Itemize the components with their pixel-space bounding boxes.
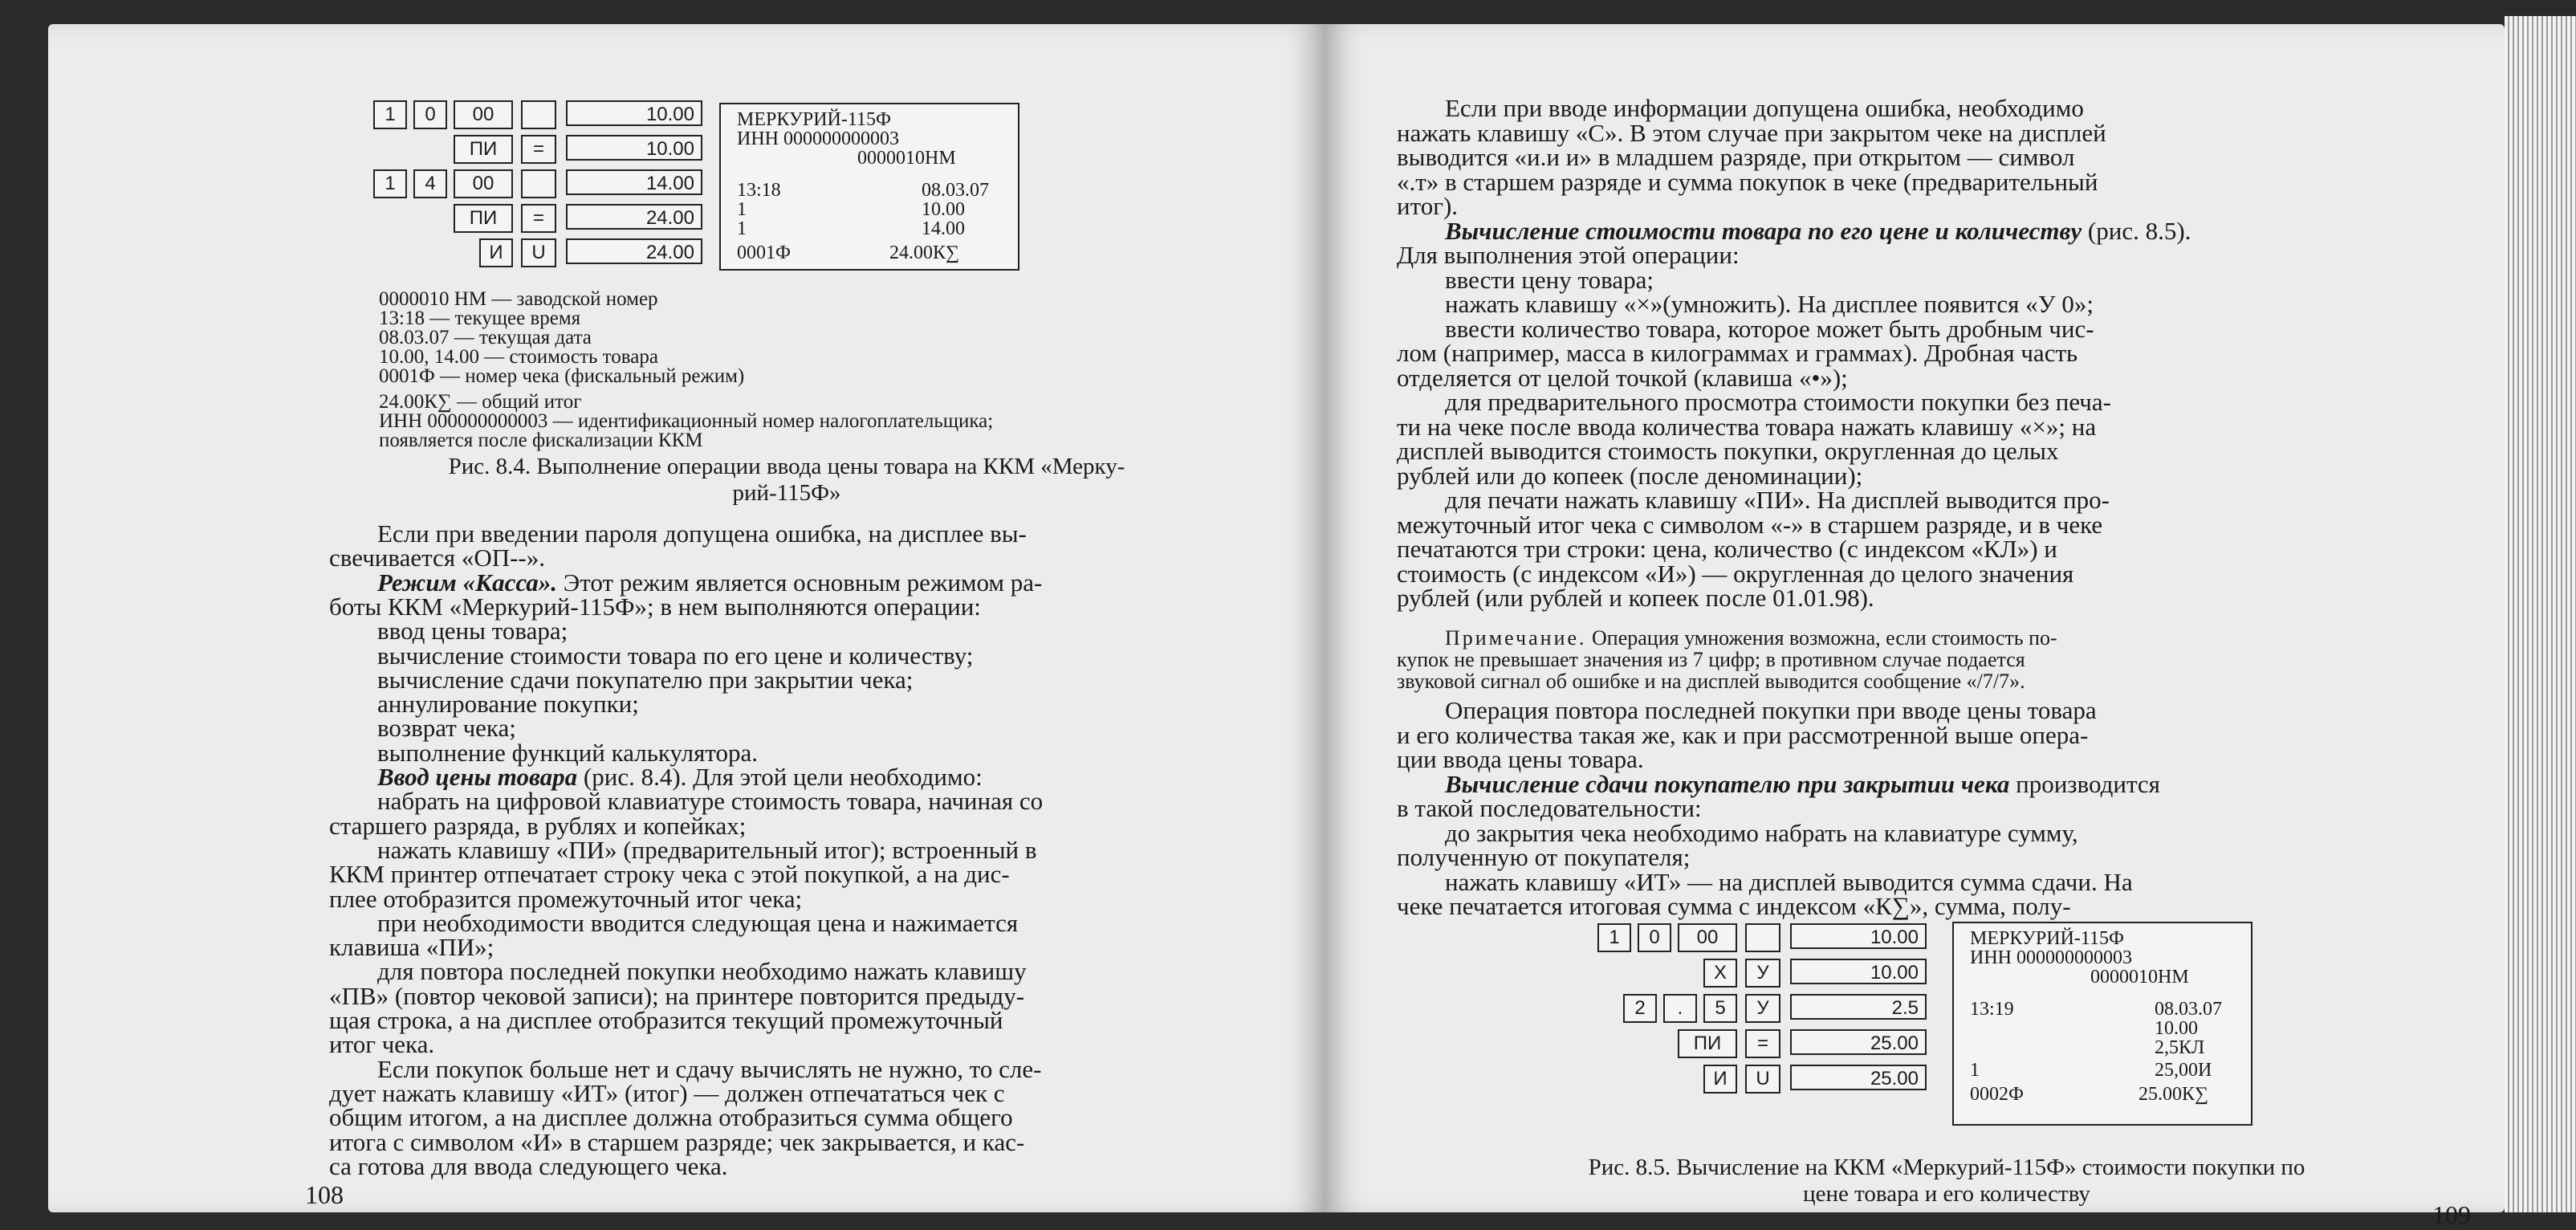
text-run: отделяется от целой точкой (клавиша «•»); (1397, 363, 1848, 392)
text-run: стоимость (с индексом «И») — округленная до целого значения (1397, 559, 2074, 588)
text-run: для печати нажать клавишу «ПИ». На дисплей выводится про- (1445, 486, 2110, 514)
text-run: рублей (или рублей и копеек после 01.01.98). (1397, 584, 1874, 612)
text-line (1397, 413, 2096, 440)
text-run: полученную от покупателя; (1397, 843, 1691, 871)
note-line (1397, 671, 2025, 692)
receipt-line: 08.03.07 (2155, 999, 2222, 1020)
display-sign (521, 100, 556, 129)
display-sign: U (521, 238, 556, 267)
text-line (1397, 193, 1458, 219)
text-line (329, 886, 802, 912)
display-value: 10.00 (566, 100, 702, 126)
receipt-line: 25.00К∑ (2139, 1084, 2209, 1105)
text-line (1397, 893, 2071, 919)
text-run: итога с символом «И» в старшем разряде; чек закрывается, и кас- (329, 1127, 1025, 1156)
text-run: Если при вводе информации допущена ошибка, необходимо (1445, 94, 2084, 122)
caption-line: цене товара и его количеству (1803, 1181, 2090, 1207)
text-run: щая строка, а на дисплее отобразится текущий промежуточный (329, 1006, 1003, 1034)
text-line (377, 1056, 1041, 1082)
key-button: 4 (413, 169, 447, 198)
text-run: нажать клавишу «ИТ» — на дисплей выводится сумма сдачи. На (1445, 867, 2133, 896)
display-value: 10.00 (566, 135, 702, 161)
left-page (48, 24, 1325, 1212)
text-line (1445, 267, 1654, 293)
text-line (1397, 722, 2088, 748)
text-line (377, 739, 758, 766)
text-run: (рис. 8.5). (2082, 216, 2191, 245)
text-line (1397, 462, 1862, 489)
emphasis: Ввод цены товара (377, 763, 578, 791)
display-sign: U (1745, 1065, 1780, 1094)
text-line (329, 813, 746, 839)
text-run: при необходимости вводится следующая цена и нажимается (377, 908, 1019, 937)
text-line (1445, 316, 2094, 342)
receipt-line: 0002Ф (1970, 1084, 2024, 1105)
key-button: ПИ (1678, 1029, 1737, 1058)
display-value: 24.00 (566, 204, 702, 230)
key-button: И (1703, 1065, 1737, 1094)
caption-line: Рис. 8.5. Вычисление на ККМ «Меркурий-115Ф» стоимости покупки по (1588, 1155, 2305, 1180)
key-button: 5 (1703, 994, 1737, 1023)
text-line (329, 934, 494, 960)
text-run: нажать клавишу «×»(умножить). На дисплее появится «У 0»; (1445, 290, 2094, 318)
text-line (377, 520, 1027, 547)
text-line (1445, 820, 2078, 846)
text-line (1397, 169, 2098, 195)
text-run: ции ввода цены товара. (1397, 745, 1644, 773)
text-line (329, 1104, 1013, 1130)
receipt-box (719, 103, 1019, 271)
text-run: звуковой сигнал об ошибке и на дисплей выводится сообщение «/7/7». (1397, 670, 2025, 693)
receipt-line: 1 (737, 218, 747, 239)
text-line (329, 861, 1010, 887)
note-label: Примечание. (1445, 626, 1587, 650)
text-run: Если покупок больше нет и сдачу вычислять не нужно, то сле- (377, 1054, 1042, 1083)
text-run: общим итогом, а на дисплее должна отобразиться сумма общего (329, 1103, 1013, 1132)
text-run: дует нажать клавишу «ИТ» (итог) — должен отпечататься чек с (329, 1078, 1005, 1107)
text-run: Если при введении пароля допущена ошибка, на дисплее вы- (377, 519, 1027, 548)
emphasis: Режим «Касса». (377, 568, 558, 597)
receipt-line: ИНН 000000000003 (737, 128, 899, 149)
text-line (1397, 746, 1644, 772)
receipt-line: ИНН 000000000003 (1970, 947, 2132, 968)
text-line (1397, 795, 1702, 821)
receipt-box (1952, 922, 2252, 1126)
text-run: ККМ принтер отпечатает строку чека с этой покупкой, а на дис- (329, 860, 1010, 889)
text-run: для повтора последней покупки необходимо нажать клавишу (377, 957, 1027, 986)
text-line (1445, 218, 2191, 244)
text-run: купок не превышает значения из 7 цифр; в противном случае подается (1397, 648, 2025, 671)
text-line (1397, 584, 1874, 611)
text-run: старшего разряда, в рублях и копейках; (329, 811, 747, 840)
text-run: «ПВ» (повтор чековой записи); на принтере повторится предыду- (329, 981, 1025, 1010)
text-run: Этот режим является основным режимом ра- (557, 568, 1043, 597)
legend-line: 24.00К∑ — общий итог (379, 391, 582, 413)
text-line (329, 983, 1024, 1009)
key-button: . (1663, 994, 1697, 1023)
text-line (329, 1080, 1005, 1106)
text-line (377, 617, 568, 644)
receipt-line: 2,5КЛ (2155, 1037, 2205, 1058)
text-run: вычисление сдачи покупателю при закрытии чека; (377, 665, 914, 694)
note-line (1397, 650, 2025, 670)
text-line (1445, 869, 2133, 895)
text-line (1445, 771, 2160, 797)
legend-line: появляется после фискализации ККМ (379, 430, 703, 451)
key-button: 0 (1638, 923, 1671, 952)
text-run: набрать на цифровой клавиатуре стоимость товара, начиная со (377, 787, 1044, 816)
text-line (329, 544, 545, 571)
display-sign: = (521, 204, 556, 233)
receipt-line: 25,00И (2155, 1060, 2212, 1081)
display-sign (521, 169, 556, 198)
text-line (1397, 844, 1690, 870)
caption-line: Рис. 8.4. Выполнение операции ввода цены товара на ККМ «Мерку- (448, 454, 1125, 479)
text-run: Для выполнения этой операции: (1397, 241, 1740, 269)
key-button: X (1703, 959, 1737, 988)
legend-line: 13:18 — текущее время (379, 308, 581, 329)
text-line (1445, 697, 2097, 723)
display-value: 10.00 (1790, 923, 1927, 949)
receipt-line: МЕРКУРИЙ-115Ф (1970, 928, 2124, 949)
key-button: 2 (1623, 994, 1657, 1023)
text-line (377, 642, 973, 669)
text-run: плее отобразится промежуточный итог чека; (329, 884, 803, 913)
receipt-line: 08.03.07 (922, 180, 989, 201)
text-line (377, 910, 1018, 936)
text-line (329, 1153, 728, 1179)
page-number: 108 (305, 1180, 344, 1209)
text-line (1445, 389, 2111, 415)
display-value: 24.00 (566, 238, 702, 264)
key-button: 00 (454, 169, 513, 198)
text-run: «.т» в старшем разряде и сумма покупок в чеке (предварительный (1397, 167, 2098, 196)
text-run: Операция умножения возможна, если стоимость по- (1586, 626, 2057, 650)
text-line (1397, 120, 2106, 146)
legend-line: 0001Ф — номер чека (фискальный режим) (379, 365, 745, 387)
display-sign (1745, 923, 1780, 952)
caption-line: рий-115Ф» (732, 480, 841, 506)
text-run: вычисление стоимости товара по его цене и количеству; (377, 641, 974, 670)
display-value: 2.5 (1790, 994, 1927, 1020)
text-run: нажать клавишу «С». В этом случае при закрытом чеке на дисплей (1397, 118, 2106, 147)
display-value: 25.00 (1790, 1029, 1927, 1055)
text-line (1397, 340, 2077, 366)
text-line (1397, 560, 2073, 587)
key-button: 1 (373, 169, 407, 198)
receipt-line: 13:19 (1970, 999, 2014, 1020)
text-run: выполнение функций калькулятора. (377, 738, 759, 767)
text-line (329, 1129, 1024, 1155)
display-value: 25.00 (1790, 1065, 1927, 1090)
text-run: рублей или до копеек (после деноминации); (1397, 461, 1863, 490)
receipt-line: МЕРКУРИЙ-115Ф (737, 109, 891, 130)
text-run: дисплей выводится стоимость покупки, округленная до целых (1397, 437, 2059, 465)
key-button: 0 (413, 100, 447, 129)
display-value: 14.00 (566, 169, 702, 195)
text-run: ввод цены товара; (377, 617, 568, 646)
text-line (377, 788, 1043, 814)
text-run: лом (например, масса в килограммах и граммах). Дробная часть (1397, 339, 2078, 367)
text-line (377, 764, 983, 790)
page-number: 109 (2432, 1200, 2471, 1229)
receipt-line: 24.00К∑ (889, 242, 960, 263)
receipt-line: 10.00 (2155, 1018, 2198, 1039)
receipt-line: 1 (737, 199, 747, 220)
key-button: ПИ (454, 135, 513, 164)
text-line (377, 690, 639, 717)
emphasis: Вычисление сдачи покупателю при закрытии чека (1445, 769, 2010, 798)
text-run: межуточный итог чека с символом «-» в старшем разряде, и в чеке (1397, 510, 2103, 539)
key-button: 00 (454, 100, 513, 129)
text-run: нажать клавишу «ПИ» (предварительный итог); встроенный в (377, 835, 1037, 864)
text-run: в такой последовательности: (1397, 794, 1702, 822)
legend-line: ИНН 000000000003 — идентификационный номер налогоплательщика; (379, 410, 994, 432)
receipt-line: 0000010НМ (857, 148, 956, 169)
key-button: 1 (373, 100, 407, 129)
text-run: итог чека. (329, 1030, 435, 1059)
text-line (1397, 536, 2057, 562)
text-run: аннулирование покупки; (377, 690, 639, 719)
note-line (1445, 628, 2057, 649)
text-run: ввести цену товара; (1445, 265, 1654, 294)
text-run: выводится «и.и и» в младшем разряде, при открытом — символ (1397, 143, 2075, 171)
key-button: 1 (1597, 923, 1631, 952)
text-line (377, 666, 913, 693)
text-run: и его количества такая же, как и при рассмотренной выше опера- (1397, 720, 2089, 749)
text-line (1397, 438, 2059, 464)
text-run: возврат чека; (377, 714, 516, 743)
text-line (329, 593, 981, 620)
text-run: для предварительного просмотра стоимости покупки без печа- (1445, 388, 2111, 416)
receipt-line: 0001Ф (737, 242, 791, 263)
text-run: ти на чеке после ввода количества товара нажать клавишу «×»; на (1397, 412, 2097, 441)
text-line (329, 1031, 434, 1057)
display-sign: = (521, 135, 556, 164)
text-line (1445, 95, 2084, 121)
text-run: чеке печатается итоговая сумма с индексом «К∑», сумма, полу- (1397, 892, 2071, 920)
text-line (377, 569, 1042, 596)
text-run: производится (2009, 769, 2160, 798)
text-run: итог). (1397, 192, 1459, 220)
receipt-line: 13:18 (737, 180, 781, 201)
text-line (1445, 291, 2094, 317)
text-line (1397, 511, 2102, 538)
text-run: Операция повтора последней покупки при вводе цены товара (1445, 696, 2097, 724)
receipt-line: 1 (1970, 1060, 1980, 1081)
figure-caption (305, 454, 1268, 507)
text-line (377, 715, 516, 741)
text-run: до закрытия чека необходимо набрать на клавиатуре сумму, (1445, 818, 2078, 847)
text-line (1397, 365, 1848, 391)
legend-line: 10.00, 14.00 — стоимость товара (379, 346, 658, 368)
text-line (377, 958, 1027, 984)
text-run: са готова для ввода следующего чека. (329, 1151, 728, 1180)
display-sign: = (1745, 1029, 1780, 1058)
text-run: печатаются три строки: цена, количество (с индексом «КЛ») и (1397, 535, 2057, 563)
display-value: 10.00 (1790, 959, 1927, 984)
right-page (1325, 24, 2505, 1229)
text-line (377, 837, 1037, 863)
display-sign: У (1745, 959, 1780, 988)
text-run: боты ККМ «Меркурий-115Ф»; в нем выполняются операции: (329, 592, 981, 621)
receipt-line: 10.00 (922, 199, 965, 220)
legend-line: 0000010 НМ — заводской номер (379, 288, 658, 310)
key-button: И (479, 238, 513, 267)
text-line (1445, 487, 2110, 513)
text-run: (рис. 8.4). Для этой цели необходимо: (577, 763, 983, 791)
figure-caption (1389, 1155, 2505, 1208)
text-run: свечивается «ОП--». (329, 544, 545, 572)
receipt-line: 14.00 (922, 218, 965, 239)
text-line (329, 1007, 1003, 1033)
key-button: ПИ (454, 204, 513, 233)
legend-line: 08.03.07 — текущая дата (379, 327, 592, 348)
text-line (1397, 242, 1740, 268)
display-sign: У (1745, 994, 1780, 1023)
emphasis: Вычисление стоимости товара по его цене и количеству (1445, 216, 2082, 245)
text-run: ввести количество товара, которое может быть дробным чис- (1445, 314, 2094, 343)
page-edges (2505, 16, 2576, 1212)
text-line (1397, 144, 2074, 170)
key-button: 00 (1678, 923, 1737, 952)
text-run: клавиша «ПИ»; (329, 933, 494, 962)
receipt-line: 0000010НМ (2090, 967, 2189, 988)
